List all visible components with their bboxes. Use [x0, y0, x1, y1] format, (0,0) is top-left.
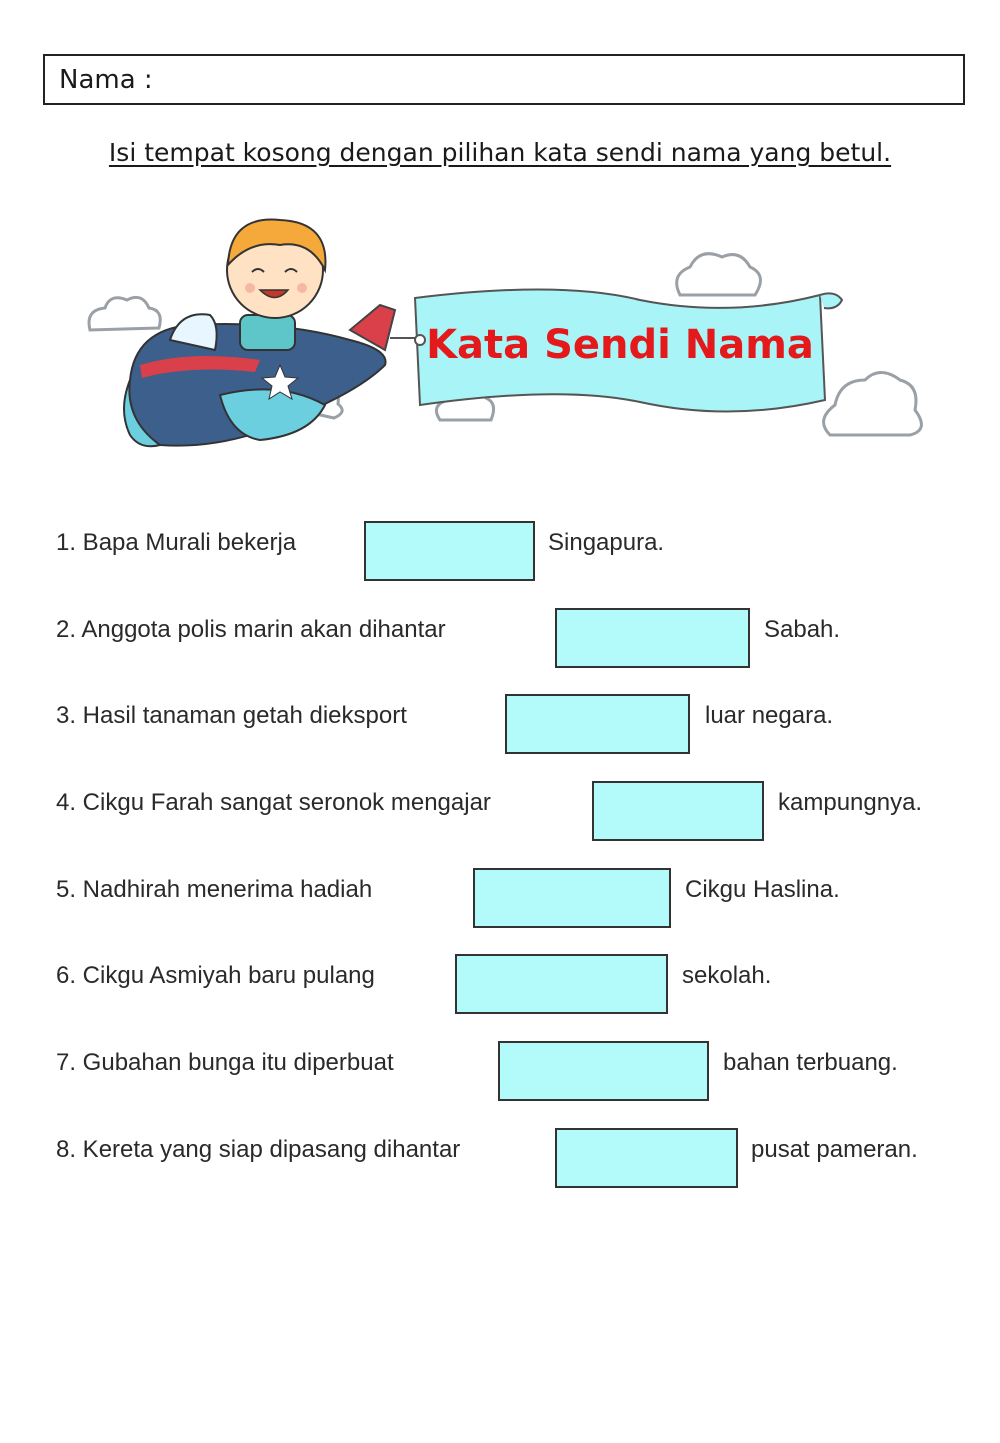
question-ending: kampungnya.	[778, 789, 923, 816]
answer-box-4[interactable]	[592, 781, 764, 841]
answer-box-7[interactable]	[498, 1041, 709, 1101]
name-label: Nama :	[59, 65, 153, 95]
airplane-banner-illustration	[80, 210, 930, 460]
question-prompt: 4. Cikgu Farah sangat seronok mengajar	[56, 789, 491, 816]
answer-box-3[interactable]	[505, 694, 690, 754]
answer-box-5[interactable]	[473, 868, 671, 928]
question-ending: Sabah.	[764, 616, 841, 643]
question-prompt: 1. Bapa Murali bekerja	[56, 529, 297, 556]
answer-box-2[interactable]	[555, 608, 750, 668]
question-ending: Cikgu Haslina.	[685, 876, 840, 903]
question-ending: pusat pameran.	[751, 1136, 918, 1163]
question-ending: bahan terbuang.	[723, 1049, 898, 1076]
question-ending: luar negara.	[705, 702, 834, 729]
banner-title: Kata Sendi Nama	[426, 322, 814, 368]
question-prompt: 6. Cikgu Asmiyah baru pulang	[56, 962, 375, 989]
answer-box-8[interactable]	[555, 1128, 738, 1188]
answer-box-1[interactable]	[364, 521, 535, 581]
cloud-icon	[824, 373, 922, 436]
question-prompt: 2. Anggota polis marin akan dihantar	[56, 616, 446, 643]
cloud-icon	[677, 254, 761, 295]
question-prompt: 8. Kereta yang siap dipasang dihantar	[56, 1136, 461, 1163]
instruction-text: Isi tempat kosong dengan pilihan kata sendi nama yang betul.	[108, 138, 892, 167]
question-prompt: 7. Gubahan bunga itu diperbuat	[56, 1049, 394, 1076]
question-prompt: 5. Nadhirah menerima hadiah	[56, 876, 373, 903]
question-prompt: 3. Hasil tanaman getah dieksport	[56, 702, 407, 729]
cloud-icon	[89, 297, 160, 330]
answer-box-6[interactable]	[455, 954, 668, 1014]
name-field	[43, 54, 965, 105]
question-ending: sekolah.	[682, 962, 772, 989]
question-ending: Singapura.	[548, 529, 665, 556]
